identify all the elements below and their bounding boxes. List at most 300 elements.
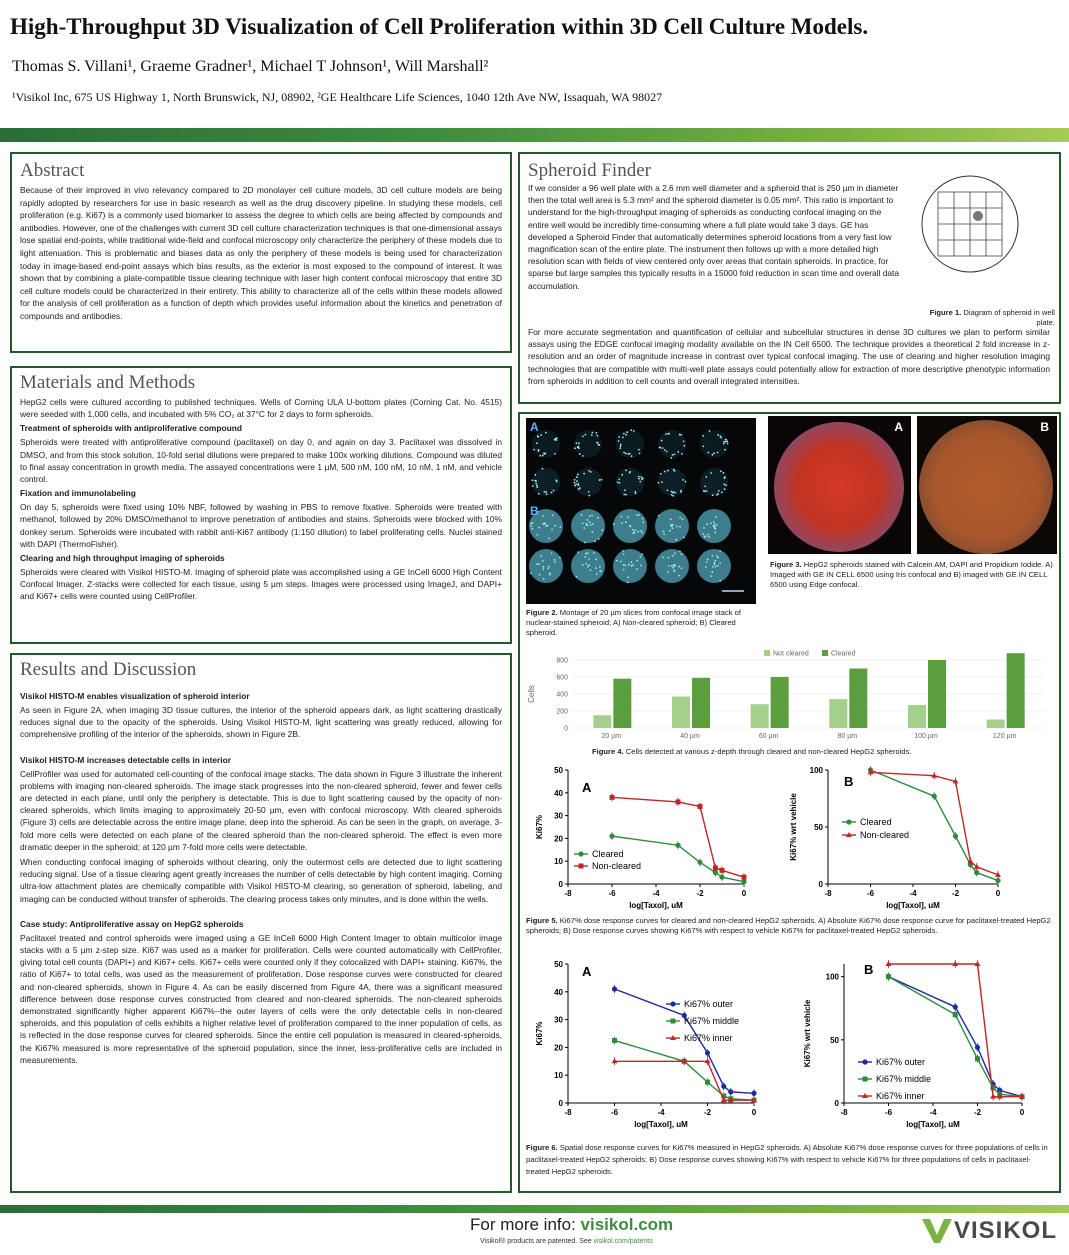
cell-dot <box>678 566 680 568</box>
cell-dot <box>589 521 591 523</box>
cell-dot <box>596 432 598 434</box>
cell-dot <box>702 446 704 448</box>
legend-swatch <box>764 650 770 656</box>
cell-dot <box>627 516 629 518</box>
data-point <box>720 868 725 873</box>
cell-dot <box>634 491 636 493</box>
cell-dot <box>554 439 556 441</box>
cell-dot <box>530 572 532 574</box>
fig1-caption: Figure 1. Diagram of spheroid in well plate. <box>929 308 1055 327</box>
results-sub-case-study: Case study: Antiproliferative assay on HepG2 spheroids <box>20 918 244 929</box>
cell-dot <box>548 566 550 568</box>
cell-dot <box>545 491 547 493</box>
cell-dot <box>617 481 619 483</box>
cell-dot <box>720 437 722 439</box>
cell-dot <box>629 471 631 473</box>
cell-dot <box>588 558 590 560</box>
cell-dot <box>559 557 561 559</box>
cell-dot <box>590 524 592 526</box>
x-tick-label: -2 <box>973 1108 982 1117</box>
data-point <box>698 804 703 809</box>
cell-dot <box>663 530 665 532</box>
cell-dot <box>712 555 714 557</box>
cell-dot <box>668 565 670 567</box>
cell-dot <box>671 494 673 496</box>
footer-bar <box>0 1205 1069 1213</box>
cell-dot <box>640 530 642 532</box>
cell-dot <box>618 440 620 442</box>
y-tick-label: 50 <box>814 823 823 832</box>
methods-intro: HepG2 cells were cultured according to published techniques. Wells of Corning ULA U-bottom plates (Corning Cat. No. 4515) were seeded with 1,000 cells, and incubated with 5% CO₂ at 37°C for 2 days to form spheroids. <box>20 397 502 420</box>
cell-dot <box>703 490 705 492</box>
cell-dot <box>641 554 643 556</box>
cell-dot <box>622 550 624 552</box>
finder-text: If we consider a 96 well plate with a 2.6 mm well diameter and a spheroid that is 250 µm in diameter then the total well area is 5.3 mm² and the spheroid diameter is 0.05 mm². This ratio is important to understand for the high-throughput imaging of spheroids as conducting confocal imaging on the entire well would be incredibly time-consuming where a full plate would take 3 days. GE has developed a Spheroid Finder that automatically determines spheroid locations from a very fast low magnification scan of the entire plate. The instrument then follows up with a more detailed high resolution scan with fields of view centered only over areas that contain spheroids. In practice, for sparse but large samples this typically results in a 15000 fold reduction in scan time and overall data accumulation. <box>528 183 900 291</box>
cell-dot <box>588 491 590 493</box>
scale-bar <box>722 590 744 592</box>
y-axis-label: Ki67% <box>535 814 544 840</box>
cell-dot <box>532 479 534 481</box>
cell-dot <box>713 452 715 454</box>
data-point <box>676 799 681 804</box>
cell-dot <box>658 482 660 484</box>
cell-dot <box>598 538 600 540</box>
cell-dot <box>620 561 622 563</box>
montage-slice <box>655 509 689 543</box>
y-tick-label: 10 <box>554 1071 563 1081</box>
cell-dot <box>592 432 594 434</box>
legend-label: Cleared <box>860 817 892 827</box>
cell-dot <box>542 455 544 457</box>
cell-dot <box>621 522 623 524</box>
cell-dot <box>549 574 551 576</box>
cell-dot <box>598 444 600 446</box>
cell-dot <box>594 540 596 542</box>
montage-slice <box>616 468 644 496</box>
cell-dot <box>711 571 713 573</box>
cell-dot <box>642 521 644 523</box>
cell-dot <box>532 485 534 487</box>
cell-dot <box>596 442 598 444</box>
x-axis-label: log[Taxol], uM <box>634 1120 688 1129</box>
data-point <box>609 834 614 839</box>
y-tick-label: 0 <box>834 1099 839 1108</box>
cell-dot <box>640 565 642 567</box>
cell-dot <box>587 566 589 568</box>
cell-dot <box>536 486 538 488</box>
cell-dot <box>674 564 676 566</box>
cell-dot <box>546 493 548 495</box>
x-axis-label: log[Taxol], uM <box>629 901 683 910</box>
cell-dot <box>683 537 685 539</box>
cell-dot <box>680 434 682 436</box>
montage-slice <box>529 549 563 583</box>
cell-dot <box>723 472 725 474</box>
cell-dot <box>537 436 539 438</box>
cell-dot <box>536 563 538 565</box>
slice-disc <box>529 549 563 583</box>
cell-dot <box>723 443 725 445</box>
cell-dot <box>708 536 710 538</box>
cell-dot <box>720 470 722 472</box>
cell-dot <box>547 567 549 569</box>
cell-dot <box>618 436 620 438</box>
cell-dot <box>585 563 587 565</box>
cell-dot <box>620 445 622 447</box>
cell-dot <box>715 566 717 568</box>
cell-dot <box>625 453 627 455</box>
cell-dot <box>666 451 668 453</box>
cell-dot <box>719 580 721 582</box>
cell-dot <box>582 455 584 457</box>
cell-dot <box>585 553 587 555</box>
cell-dot <box>551 492 553 494</box>
results-heading: Results and Discussion <box>20 659 197 680</box>
cell-dot <box>639 556 641 558</box>
x-tick-label: 100 µm <box>914 733 938 740</box>
data-point <box>612 1038 617 1043</box>
methods-heading: Materials and Methods <box>20 372 196 393</box>
cell-dot <box>716 494 718 496</box>
fig3-spheroid-a <box>774 422 904 552</box>
patents-link[interactable]: visikol.com/patents <box>593 1238 653 1245</box>
cell-dot <box>574 447 576 449</box>
cell-dot <box>542 560 544 562</box>
cell-dot <box>627 576 629 578</box>
cell-dot <box>584 542 586 544</box>
cell-dot <box>679 526 681 528</box>
cell-dot <box>625 470 627 472</box>
cell-dot <box>672 567 674 569</box>
x-tick-label: -6 <box>610 1108 619 1117</box>
x-axis-label: log[Taxol], uM <box>886 901 940 910</box>
cell-dot <box>576 480 578 482</box>
fig2-montage <box>526 418 756 604</box>
cell-dot <box>613 523 615 525</box>
cell-dot <box>679 517 681 519</box>
cell-dot <box>559 526 561 528</box>
cell-dot <box>576 476 578 478</box>
panel-label: B <box>844 774 854 789</box>
y-tick-label: 40 <box>554 788 563 798</box>
y-tick-label: 0 <box>564 725 568 733</box>
cell-dot <box>675 539 677 541</box>
cell-dot <box>543 578 545 580</box>
cell-dot <box>714 532 716 534</box>
cell-dot <box>595 567 597 569</box>
bar-not-cleared <box>908 705 926 728</box>
cell-dot <box>538 527 540 529</box>
y-tick-label: 0 <box>558 1099 563 1108</box>
cell-dot <box>724 488 726 490</box>
cell-dot <box>625 494 627 496</box>
cell-dot <box>714 523 716 525</box>
cell-dot <box>590 471 592 473</box>
montage-slice <box>571 549 605 583</box>
cell-dot <box>591 515 593 517</box>
y-axis-label: Cells <box>527 685 536 703</box>
fig3-label-b: B <box>1040 420 1049 434</box>
y-tick-label: 0 <box>558 880 563 889</box>
cell-dot <box>542 515 544 517</box>
data-point <box>705 1080 710 1085</box>
data-point <box>719 875 724 880</box>
footer-info: For more info: visikol.com <box>470 1215 674 1234</box>
x-tick-label: -2 <box>696 889 704 898</box>
cell-dot <box>586 524 588 526</box>
cell-dot <box>542 468 544 470</box>
cell-dot <box>577 551 579 553</box>
montage-slice <box>574 468 603 497</box>
bar-not-cleared <box>593 715 611 728</box>
data-point <box>705 1050 710 1055</box>
visikol-logo-icon <box>920 1213 954 1247</box>
authors: Thomas S. Villani¹, Graeme Gradner¹, Michael T Johnson¹, Will Marshall² <box>12 58 489 75</box>
cell-dot <box>702 435 704 437</box>
abstract-panel <box>10 152 512 353</box>
bar-cleared <box>1007 653 1025 728</box>
cell-dot <box>673 570 675 572</box>
x-tick-label: -8 <box>564 1108 572 1117</box>
cell-dot <box>672 555 674 557</box>
cell-dot <box>636 568 638 570</box>
x-tick-label: -8 <box>840 1108 848 1117</box>
fig5b-chart <box>788 762 1008 912</box>
cell-dot <box>716 524 718 526</box>
cell-dot <box>632 564 634 566</box>
series-line <box>615 1061 755 1100</box>
cell-dot <box>536 485 538 487</box>
cell-dot <box>661 440 663 442</box>
cell-dot <box>717 557 719 559</box>
methods-fixation-text: On day 5, spheroids were fixed using 10% NBF, followed by washing in PBS to remove fixative. Spheroids were treated with methanol, followed by 20% DMSO/methanol to improve penetration of antibodies and stains. Spheroids were blocked with 10% donkey serum. Spheroids were incubated with rabbit anti-Ki67 antibody (1:150 dilution) to label proliferating cells. Nuclei stained with DAPI (ThermoFisher). <box>20 502 502 549</box>
cell-dot <box>619 447 621 449</box>
panel-label: B <box>864 962 874 977</box>
montage-slice <box>700 430 729 458</box>
cell-dot <box>582 435 584 437</box>
cell-dot <box>715 516 717 518</box>
cell-dot <box>591 434 593 436</box>
cell-dot <box>668 557 670 559</box>
cell-dot <box>631 455 633 457</box>
fig6a-chart <box>534 956 764 1131</box>
cell-dot <box>664 449 666 451</box>
cell-dot <box>679 551 681 553</box>
data-point <box>953 1012 958 1017</box>
y-tick-label: 30 <box>554 811 563 821</box>
fig6-caption: Figure 6. Spatial dose response curves for Ki67% measured in HepG2 spheroids. A) Absolute Ki67% dose response curves for three populations of cells in paclitaxel-treated HepG2 spheroids; B) Dose response curves showing Ki67% with respect to vehicle Ki67% for three populations of cells in paclitaxel-treated HepG2 spheroids. <box>526 1143 1048 1176</box>
cell-dot <box>584 556 586 558</box>
cell-dot <box>624 564 626 566</box>
cell-dot <box>682 479 684 481</box>
results-case-study-text: Paclitaxel treated and control spheroids were imaged using a GE InCell 6000 High Content Imager to obtain multicolor image stacks with a 5 µm z-step size. Ki67 was used as a marker for proliferation. Cells were counted automatically with CellProfiler, giving total cell counts (DAPI+) and Ki67+ cells. Ki67+ cells were counted only if they colocalized with DAPI+ staining. Ki67%, the ratio of Ki67+ to total cells, was used as the measurement of proliferation. Dose response curves were constructed for cleared and non-cleared spheroids, shown in Figure 4. As can be easily discerned from Figure 4A, there was a significant measured difference between dose response curves constructed from cleared and non-cleared spheroids. The non-cleared spheroids demonstrated significantly higher apparent Ki67%--the outer layers of cells were the only detectable cells in non-cleared spheroids, and this population of cells exhibits a higher relative level of proliferation compared to the inner population of cells, as is reflected in the dose response curves for cleared spheroids. Since the entire cell population is measured in cleared-spheroids, the Ki67% measured is more representative of the spheroid population, since the inner, less-proliferative cells are included in measurements. <box>20 932 502 1065</box>
data-point <box>932 794 937 799</box>
x-tick-label: 0 <box>751 1108 757 1117</box>
cell-dot <box>588 564 590 566</box>
cell-dot <box>554 525 556 527</box>
cell-dot <box>713 521 715 523</box>
cell-dot <box>635 492 637 494</box>
x-tick-label: 120 µm <box>992 733 1017 740</box>
x-tick-label: 60 µm <box>758 733 779 740</box>
footer-patent-note: Visikol® products are patented. See visikol.com/patents <box>480 1238 653 1245</box>
cell-dot <box>662 556 664 558</box>
finder-heading: Spheroid Finder <box>528 160 651 181</box>
cell-dot <box>632 529 634 531</box>
cell-dot <box>576 442 578 444</box>
legend-label: Non-cleared <box>860 830 910 840</box>
cell-dot <box>583 473 585 475</box>
y-tick-label: 50 <box>554 960 563 969</box>
legend-label: Ki67% outer <box>876 1057 926 1067</box>
y-tick-label: 20 <box>554 834 563 844</box>
cell-dot <box>596 573 598 575</box>
cell-dot <box>543 491 545 493</box>
y-tick-label: 400 <box>556 691 568 699</box>
x-tick-label: 0 <box>1019 1108 1025 1117</box>
cell-dot <box>577 483 579 485</box>
fig2-caption: Figure 2. Montage of 20 µm slices from confocal image stack of nuclear-stained spheroid; A) Non-cleared spheroid; B) Cleared spheroid. <box>526 608 741 637</box>
cell-dot <box>582 522 584 524</box>
cell-dot <box>601 479 603 481</box>
cell-dot <box>669 530 671 532</box>
legend-marker <box>578 851 583 856</box>
cell-dot <box>714 560 716 562</box>
fig4-caption: Figure 4. Cells detected at various z-depth through cleared and non-cleared HepG2 spheroids. <box>592 747 912 756</box>
cell-dot <box>674 470 676 472</box>
cell-dot <box>555 439 557 441</box>
cell-dot <box>717 452 719 454</box>
legend-marker <box>862 1059 867 1064</box>
x-axis-label: log[Taxol], uM <box>906 1120 960 1129</box>
cell-dot <box>704 536 706 538</box>
cell-dot <box>578 488 580 490</box>
cell-dot <box>548 538 550 540</box>
cell-dot <box>703 527 705 529</box>
fig3-caption: Figure 3. HepG2 spheroids stained with Calcein AM, DAPI and Propidium Iodide. A) Imaged with GE IN CELL 6500 using Iris confocal and B) imaged with GE IN CELL 6500 using Edge confocal. <box>770 560 1053 589</box>
cell-dot <box>724 449 726 451</box>
x-tick-label: -4 <box>657 1108 665 1117</box>
data-point <box>953 1004 958 1009</box>
y-tick-label: 0 <box>818 880 823 889</box>
cell-dot <box>574 485 576 487</box>
y-tick-label: 20 <box>554 1043 563 1053</box>
bar-cleared <box>613 679 631 728</box>
cell-dot <box>554 559 556 561</box>
cell-dot <box>716 555 718 557</box>
cell-dot <box>574 482 576 484</box>
cell-dot <box>714 562 716 564</box>
cell-dot <box>596 435 598 437</box>
y-tick-label: 50 <box>554 766 563 775</box>
cell-dot <box>618 478 620 480</box>
cell-dot <box>672 454 674 456</box>
cell-dot <box>595 559 597 561</box>
cell-dot <box>640 476 642 478</box>
cell-dot <box>623 569 625 571</box>
x-tick-label: -2 <box>951 889 960 898</box>
montage-slice <box>571 509 605 543</box>
cell-dot <box>579 453 581 455</box>
abstract-heading: Abstract <box>20 160 85 181</box>
footer-link[interactable]: visikol.com <box>580 1215 674 1234</box>
legend-marker <box>846 819 851 824</box>
cell-dot <box>667 571 669 573</box>
cell-dot <box>723 477 725 479</box>
cell-dot <box>602 529 604 531</box>
x-tick-label: 20 µm <box>601 733 622 740</box>
cell-dot <box>667 470 669 472</box>
data-point <box>975 1056 980 1061</box>
fig5-caption: Figure 5. Ki67% dose response curves for cleared and non-cleared HepG2 spheroids. A) Absolute Ki67% dose response curve for paclitaxel-treated HepG2 spheroids; B) Dose response curves showing Ki67% with respect to vehicle Ki67% for paclitaxel-treated HepG2 spheroids. <box>526 916 1051 935</box>
cell-dot <box>638 476 640 478</box>
cell-dot <box>543 452 545 454</box>
data-point <box>713 866 718 871</box>
y-axis-label: Ki67% wrt vehicle <box>803 999 812 1068</box>
cell-dot <box>681 453 683 455</box>
cell-dot <box>578 442 580 444</box>
cell-dot <box>638 478 640 480</box>
cell-dot <box>707 534 709 536</box>
cell-dot <box>626 431 628 433</box>
cell-dot <box>545 432 547 434</box>
cell-dot <box>676 526 678 528</box>
slice-disc <box>574 430 602 458</box>
cell-dot <box>725 484 727 486</box>
affiliations: ¹Visikol Inc, 675 US Highway 1, North Brunswick, NJ, 08902, ²GE Healthcare Life Sciences, 1040 12th Ave NW, Issaquah, WA 98027 <box>12 90 663 104</box>
methods-sub-clearing: Clearing and high throughput imaging of spheroids <box>20 553 225 564</box>
panel-label: A <box>582 780 592 795</box>
bar-not-cleared <box>672 697 690 728</box>
cell-dot <box>589 515 591 517</box>
cell-dot <box>616 560 618 562</box>
cell-dot <box>712 454 714 456</box>
cell-dot <box>679 434 681 436</box>
cell-dot <box>542 568 544 570</box>
cell-dot <box>706 490 708 492</box>
cell-dot <box>593 552 595 554</box>
montage-slice <box>658 430 686 459</box>
cell-dot <box>671 491 673 493</box>
cell-dot <box>577 446 579 448</box>
results-clearing-text: When conducting confocal imaging of spheroids without clearing, only the outermost cells are detected due to light scattering reducing signal. Use of a tissue clearing agent greatly increases the number of cells detectable by high content imaging. Corning ultra-low attachment plates are chemically compatible with Visikol HISTO-M clearing, so generation of spheroid, labeling, and imaging can be conducted without transfer of spheroids. The clearing process takes only minutes, and is done within the wells. <box>20 857 502 904</box>
cell-dot <box>671 525 673 527</box>
cell-dot <box>723 484 725 486</box>
results-visualization-text: As seen in Figure 2A, when imaging 3D tissue cultures, the interior of the spheroid appears dark, as light scattering drastically reduces signal due to the opacity of the spheroids. Using Visikol HISTO-M, light scattering was greatly reduced, allowing for comprehensive profiling of the interior of the spheroids, shown in Figure 2B. <box>20 705 502 740</box>
cell-dot <box>625 434 627 436</box>
montage-slice <box>697 509 731 543</box>
cell-dot <box>535 483 537 485</box>
cell-dot <box>702 533 704 535</box>
results-detectable-text: CellProfiler was used for automated cell-counting of the confocal image stacks. The data shown in Figure 3 illustrate the inherent problems with imaging non-cleared spheroids. The image stack progresses into the non-cleared spheroid, fewer and fewer cells are detected in each plane, until only the periphery is detectable. This is due to light scattering caused by the opacity of non-cleared spheroids, which limits imaging to approximately 20-50 µm, even with confocal microscopy. With cleared spheroids (Figure 3) cells are detectable across the entire image plane, deep into the spheroid. As can be seen in the graph, on average, 3-fold more cells were detected on each plane of the cleared spheroid than the non-cleared spheroid. The effect is even more dramatic deeper in the spheroid; at 120 µm 7-fold more cells were detectable. <box>20 768 502 852</box>
cell-dot <box>576 576 578 578</box>
legend-label: Non-cleared <box>592 861 642 871</box>
data-point <box>675 843 680 848</box>
legend-label: Not cleared <box>773 650 809 658</box>
cell-dot <box>578 484 580 486</box>
cell-dot <box>536 442 538 444</box>
cell-dot <box>584 434 586 436</box>
y-tick-label: 40 <box>554 987 563 997</box>
x-tick-label: -8 <box>824 889 832 898</box>
montage-slice <box>658 468 687 497</box>
y-axis-label: Ki67% wrt vehicle <box>789 793 798 861</box>
montage-slice <box>613 549 647 583</box>
cell-dot <box>714 527 716 529</box>
y-tick-label: 50 <box>830 1035 839 1045</box>
cell-dot <box>638 514 640 516</box>
cell-dot <box>538 449 540 451</box>
